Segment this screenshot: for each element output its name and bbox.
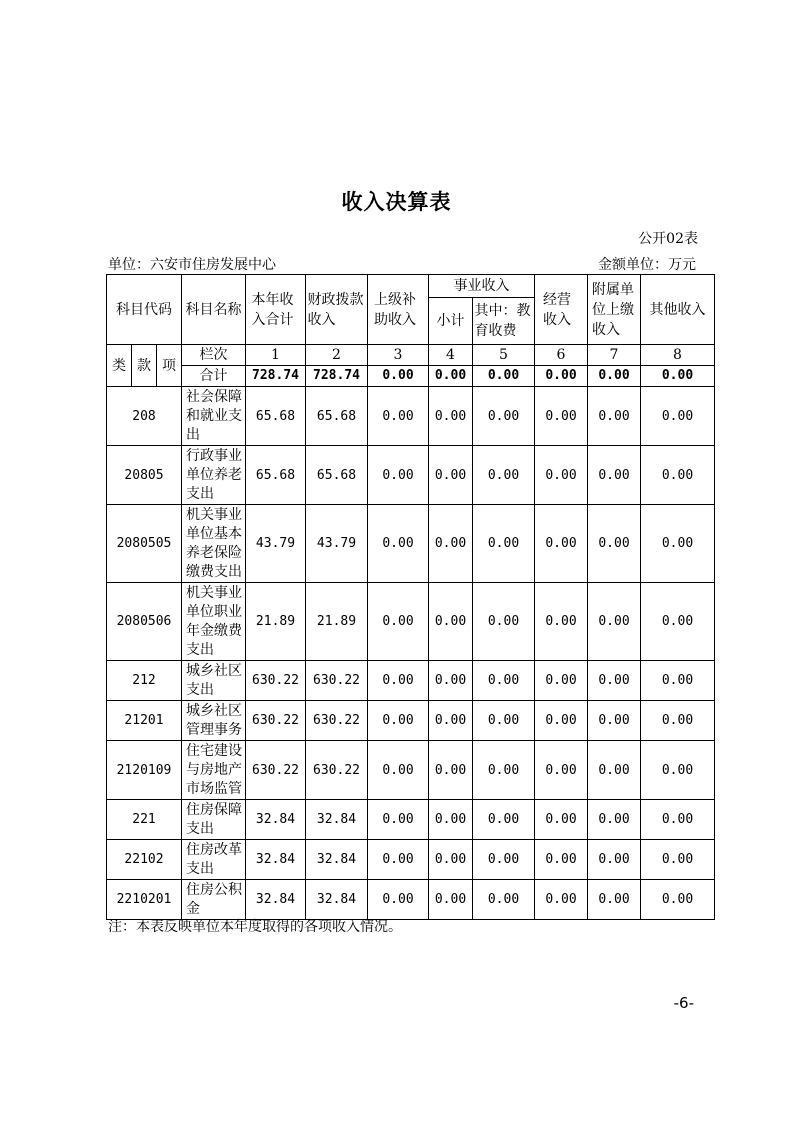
row-value: 0.00 — [641, 701, 715, 741]
total-value: 0.00 — [429, 366, 473, 387]
table-title: 收入决算表 — [341, 190, 452, 214]
row-code: 2120109 — [107, 741, 182, 800]
row-code: 212 — [107, 661, 182, 701]
row-value: 0.00 — [535, 387, 588, 446]
row-value: 0.00 — [429, 661, 473, 701]
row-value: 0.00 — [429, 505, 473, 583]
row-value: 0.00 — [473, 505, 535, 583]
row-value: 0.00 — [429, 880, 473, 920]
col-number-7: 7 — [588, 345, 641, 366]
table-row — [107, 387, 715, 446]
row-value: 0.00 — [588, 880, 641, 920]
table-body — [107, 387, 715, 920]
row-value: 0.00 — [429, 446, 473, 505]
header-column-seq: 栏次 — [182, 345, 246, 366]
row-value: 0.00 — [429, 701, 473, 741]
header-kuan: 款 — [132, 345, 157, 387]
row-code: 21201 — [107, 701, 182, 741]
row-value: 32.84 — [246, 840, 306, 880]
table-row — [107, 661, 715, 701]
row-code: 20805 — [107, 446, 182, 505]
row-value: 630.22 — [246, 701, 306, 741]
total-value: 0.00 — [641, 366, 715, 387]
total-value: 728.74 — [306, 366, 368, 387]
total-value: 0.00 — [535, 366, 588, 387]
table-row — [107, 840, 715, 880]
row-value: 0.00 — [473, 661, 535, 701]
header-xiang: 项 — [157, 345, 182, 387]
row-value: 0.00 — [429, 741, 473, 800]
row-value: 65.68 — [306, 387, 368, 446]
row-value: 0.00 — [588, 583, 641, 661]
row-value: 0.00 — [588, 505, 641, 583]
row-value: 65.68 — [246, 446, 306, 505]
row-value: 0.00 — [368, 387, 429, 446]
row-value: 43.79 — [246, 505, 306, 583]
row-name: 城乡社区支出 — [182, 661, 246, 701]
row-value: 32.84 — [306, 880, 368, 920]
row-value: 0.00 — [641, 840, 715, 880]
header-education-fee: 其中：教育收费 — [473, 298, 535, 345]
row-value: 0.00 — [368, 446, 429, 505]
table-row — [107, 741, 715, 800]
total-value: 0.00 — [368, 366, 429, 387]
header-operating-income: 经营收入 — [535, 275, 588, 345]
col-number-4: 4 — [429, 345, 473, 366]
row-value: 21.89 — [246, 583, 306, 661]
row-value: 0.00 — [535, 880, 588, 920]
total-value: 0.00 — [588, 366, 641, 387]
col-number-2: 2 — [306, 345, 368, 366]
row-code: 2210201 — [107, 880, 182, 920]
row-value: 0.00 — [535, 840, 588, 880]
row-value: 630.22 — [306, 741, 368, 800]
row-name: 行政事业单位养老支出 — [182, 446, 246, 505]
row-value: 0.00 — [641, 741, 715, 800]
row-value: 0.00 — [429, 387, 473, 446]
row-value: 0.00 — [641, 505, 715, 583]
row-value: 0.00 — [473, 701, 535, 741]
header-total-income: 本年收入合计 — [246, 275, 306, 345]
row-value: 630.22 — [306, 701, 368, 741]
header-other: 其他收入 — [641, 275, 715, 345]
amount-unit-label: 金额单位：万元 — [598, 257, 696, 273]
table-header — [107, 275, 715, 387]
header-business-income: 事业收入 — [429, 275, 535, 298]
row-value: 630.22 — [246, 741, 306, 800]
row-value: 0.00 — [641, 661, 715, 701]
row-value: 0.00 — [588, 661, 641, 701]
col-number-1: 1 — [246, 345, 306, 366]
header-subtotal: 小计 — [429, 298, 473, 345]
row-value: 0.00 — [535, 583, 588, 661]
row-value: 0.00 — [641, 880, 715, 920]
row-value: 0.00 — [473, 800, 535, 840]
col-number-8: 8 — [641, 345, 715, 366]
row-value: 0.00 — [588, 840, 641, 880]
col-number-5: 5 — [473, 345, 535, 366]
row-value: 0.00 — [473, 741, 535, 800]
row-value: 0.00 — [535, 800, 588, 840]
row-name: 机关事业单位职业年金缴费支出 — [182, 583, 246, 661]
header-fiscal: 财政拨款收入 — [306, 275, 368, 345]
row-value: 0.00 — [473, 387, 535, 446]
total-row — [107, 366, 715, 387]
table-row — [107, 701, 715, 741]
row-value: 0.00 — [368, 661, 429, 701]
row-value: 32.84 — [306, 840, 368, 880]
table-row — [107, 505, 715, 583]
row-value: 0.00 — [535, 446, 588, 505]
row-code: 221 — [107, 800, 182, 840]
row-value: 32.84 — [246, 800, 306, 840]
row-value: 630.22 — [306, 661, 368, 701]
row-value: 0.00 — [473, 880, 535, 920]
table-row — [107, 583, 715, 661]
row-code: 208 — [107, 387, 182, 446]
total-value: 728.74 — [246, 366, 306, 387]
row-code: 2080506 — [107, 583, 182, 661]
col-number-3: 3 — [368, 345, 429, 366]
row-code: 22102 — [107, 840, 182, 880]
income-table — [106, 274, 715, 920]
row-value: 0.00 — [473, 583, 535, 661]
row-value: 0.00 — [535, 741, 588, 800]
row-value: 0.00 — [588, 800, 641, 840]
form-number: 公开02表 — [638, 231, 698, 247]
header-name: 科目名称 — [182, 275, 246, 345]
row-value: 0.00 — [641, 446, 715, 505]
row-value: 0.00 — [473, 446, 535, 505]
page-number: -6- — [673, 994, 694, 1012]
row-value: 0.00 — [535, 701, 588, 741]
row-value: 0.00 — [368, 583, 429, 661]
row-value: 21.89 — [306, 583, 368, 661]
header-code: 科目代码 — [107, 275, 182, 345]
row-value: 0.00 — [368, 880, 429, 920]
row-value: 65.68 — [306, 446, 368, 505]
row-value: 65.68 — [246, 387, 306, 446]
row-value: 0.00 — [588, 446, 641, 505]
table-row — [107, 880, 715, 920]
table-row — [107, 446, 715, 505]
row-name: 城乡社区管理事务 — [182, 701, 246, 741]
row-value: 0.00 — [641, 387, 715, 446]
row-value: 43.79 — [306, 505, 368, 583]
row-name: 住房改革支出 — [182, 840, 246, 880]
header-lei: 类 — [107, 345, 132, 387]
row-value: 0.00 — [535, 661, 588, 701]
row-name: 机关事业单位基本养老保险缴费支出 — [182, 505, 246, 583]
row-value: 0.00 — [473, 840, 535, 880]
table-note: 注：本表反映单位本年度取得的各项收入情况。 — [108, 919, 402, 935]
row-value: 0.00 — [429, 840, 473, 880]
row-value: 0.00 — [535, 505, 588, 583]
row-value: 0.00 — [429, 583, 473, 661]
row-name: 住房公积金 — [182, 880, 246, 920]
row-name: 社会保障和就业支出 — [182, 387, 246, 446]
total-label: 合计 — [182, 366, 246, 387]
row-value: 0.00 — [429, 800, 473, 840]
table-row — [107, 800, 715, 840]
row-value: 0.00 — [641, 800, 715, 840]
row-value: 0.00 — [588, 741, 641, 800]
row-name: 住宅建设与房地产市场监管 — [182, 741, 246, 800]
row-value: 0.00 — [368, 701, 429, 741]
row-value: 32.84 — [246, 880, 306, 920]
row-value: 0.00 — [588, 701, 641, 741]
row-value: 0.00 — [588, 387, 641, 446]
row-value: 630.22 — [246, 661, 306, 701]
total-value: 0.00 — [473, 366, 535, 387]
row-value: 0.00 — [368, 741, 429, 800]
row-value: 32.84 — [306, 800, 368, 840]
row-value: 0.00 — [641, 583, 715, 661]
row-value: 0.00 — [368, 505, 429, 583]
unit-label: 单位：六安市住房发展中心 — [108, 257, 276, 273]
row-value: 0.00 — [368, 800, 429, 840]
header-superior-subsidy: 上级补助收入 — [368, 275, 429, 345]
col-number-6: 6 — [535, 345, 588, 366]
header-affiliated: 附属单位上缴收入 — [588, 275, 641, 345]
row-value: 0.00 — [368, 840, 429, 880]
row-name: 住房保障支出 — [182, 800, 246, 840]
row-code: 2080505 — [107, 505, 182, 583]
